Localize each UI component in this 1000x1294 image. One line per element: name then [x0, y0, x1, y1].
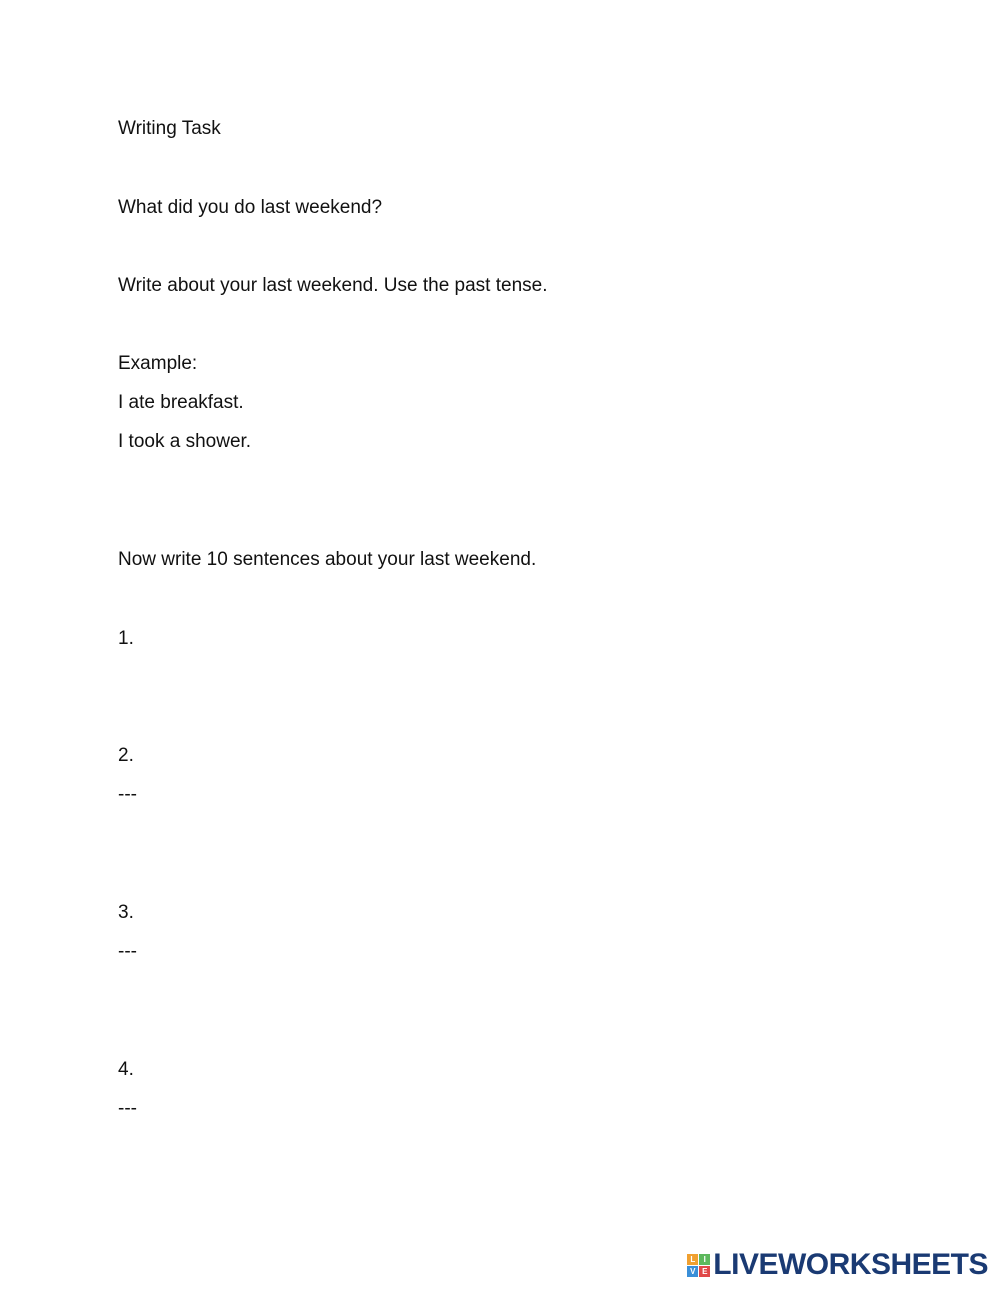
item-separator: --- — [118, 941, 137, 962]
example-sentence: I ate breakfast. — [118, 392, 244, 413]
item-separator: --- — [118, 784, 137, 805]
example-sentence: I took a shower. — [118, 431, 252, 452]
liveworksheets-brand — [687, 1250, 988, 1280]
answer-field-3[interactable] — [150, 898, 854, 928]
item-number: 2. — [118, 745, 134, 766]
liveworksheets-logo-icon — [687, 1254, 710, 1277]
logo-letter: E — [699, 1266, 710, 1277]
task-instruction: Now write 10 sentences about your last weekend. — [118, 549, 537, 570]
brand-name: LIVEWORKSHEETS — [713, 1248, 988, 1281]
logo-letter: I — [699, 1254, 710, 1265]
item-separator: --- — [118, 1098, 137, 1119]
logo-letter: L — [687, 1254, 698, 1265]
item-number: 3. — [118, 902, 134, 923]
item-number: 4. — [118, 1059, 134, 1080]
example-label: Example: — [118, 353, 198, 374]
instruction: Write about your last weekend. Use the past tense. — [118, 275, 548, 296]
item-number: 1. — [118, 628, 134, 649]
answer-field-2[interactable] — [150, 741, 854, 771]
question: What did you do last weekend? — [118, 197, 383, 218]
worksheet-title: Writing Task — [118, 118, 221, 139]
logo-letter: V — [687, 1266, 698, 1277]
answer-field-4[interactable] — [150, 1055, 854, 1085]
answer-field-1[interactable] — [150, 624, 854, 654]
